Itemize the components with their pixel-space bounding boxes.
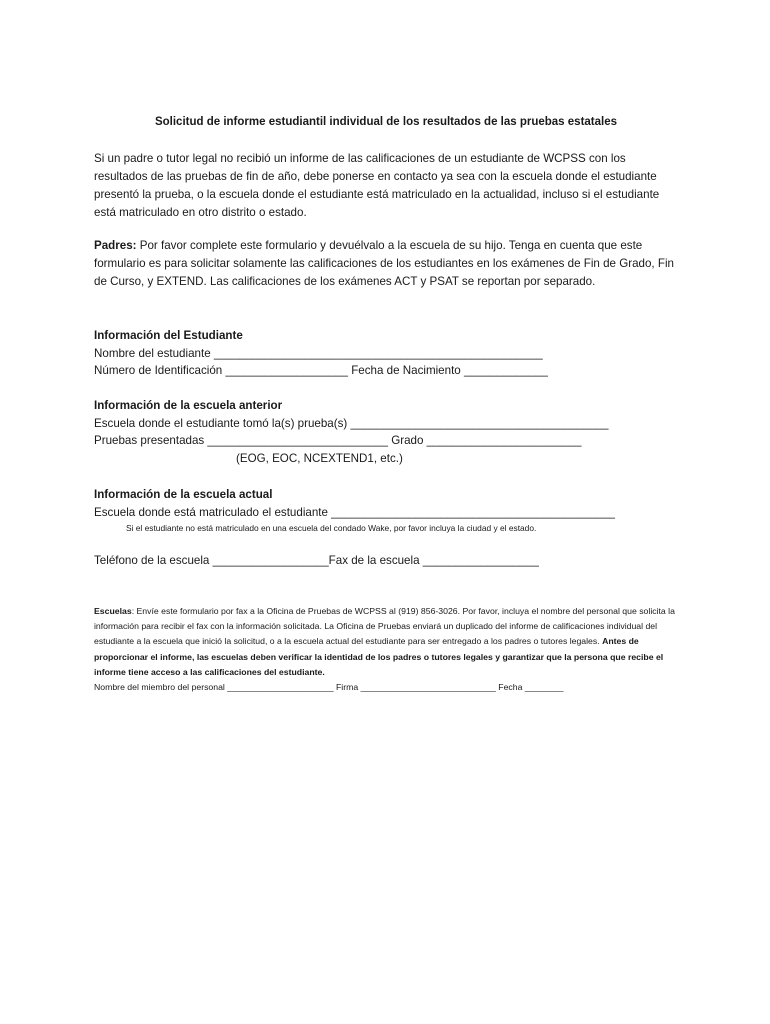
schools-text: : Envíe este formulario por fax a la Oficina de Pruebas de WCPSS al (919) 856-3026. Por favor, incluya el nombre del personal que solicita la información para recibir el fax con la información solicitada. La Oficina de Pruebas enviará un duplicado del informe de calificaciones individual del estudiante a la escuela que inició la solicitud, o a la escuela actual del estudiante para ser entregado a los padres o tutores legales. [94,606,675,647]
student-name-field[interactable]: Nombre del estudiante ___________________________________________________ [94,346,543,360]
student-info-section [94,327,678,380]
tests-grade-field[interactable]: Pruebas presentadas ____________________________ Grado ________________________ [94,434,582,448]
intro-paragraph: Si un padre o tutor legal no recibió un informe de las calificaciones de un estudiante de WCPSS con los resultados de las pruebas de fin de año, debe ponerse en contacto ya sea con la escuela donde el estudiante presentó la prueba, o la escuela donde el estudiante está matriculado en la actualidad, incluso si el estudiante está matriculado en otro distrito o estado. [94,152,660,219]
parents-text: Por favor complete este formulario y devuélvalo a la escuela de su hijo. Tenga en cuenta que este formulario es para solicitar solamente las calificaciones de los estudiantes en los exámenes de Fin de Grado, Fin de Curso, y EXTEND. Las calificaciones de los exámenes ACT y PSAT se reportan por separado. [94,239,674,288]
document-title: Solicitud de informe estudiantil individual de los resultados de las pruebas estatales [154,116,618,128]
phone-fax-field[interactable]: Teléfono de la escuela __________________Fax de la escuela __________________ [94,554,539,567]
previous-school-section [94,397,678,467]
current-school-section [94,486,678,535]
staff-signature-field[interactable]: Nombre del miembro del personal ______________________ Firma ____________________________ Fecha ________ [94,682,564,693]
parents-label: Padres: [94,239,137,252]
schools-instructions [94,604,678,695]
student-info-heading: Información del Estudiante [94,329,243,342]
student-id-birthdate-field[interactable]: Número de Identificación ___________________ Fecha de Nacimiento _____________ [94,364,548,378]
previous-school-heading: Información de la escuela anterior [94,399,283,412]
schools-label: Escuelas [94,606,132,616]
test-school-field[interactable]: Escuela donde el estudiante tomó la(s) prueba(s) ________________________________________ [94,416,609,430]
schools-bold-text: Antes de proporcionar el informe, las escuelas deben verificar la identidad de los padres o tutores legales y garantizar que la persona que recibe el informe tiene acceso a las calificaciones del estudiante. [94,636,664,677]
current-school-field[interactable]: Escuela donde está matriculado el estudiante ____________________________________________ [94,505,615,519]
tests-note: (EOG, EOC, NCEXTEND1, etc.) [236,451,403,465]
current-school-heading: Información de la escuela actual [94,488,273,501]
current-school-note: Si el estudiante no está matriculado en una escuela del condado Wake, por favor incluya la ciudad y el estado. [126,523,537,534]
contact-section [94,552,678,570]
parents-paragraph [94,237,678,291]
schools-paragraph [94,604,678,680]
